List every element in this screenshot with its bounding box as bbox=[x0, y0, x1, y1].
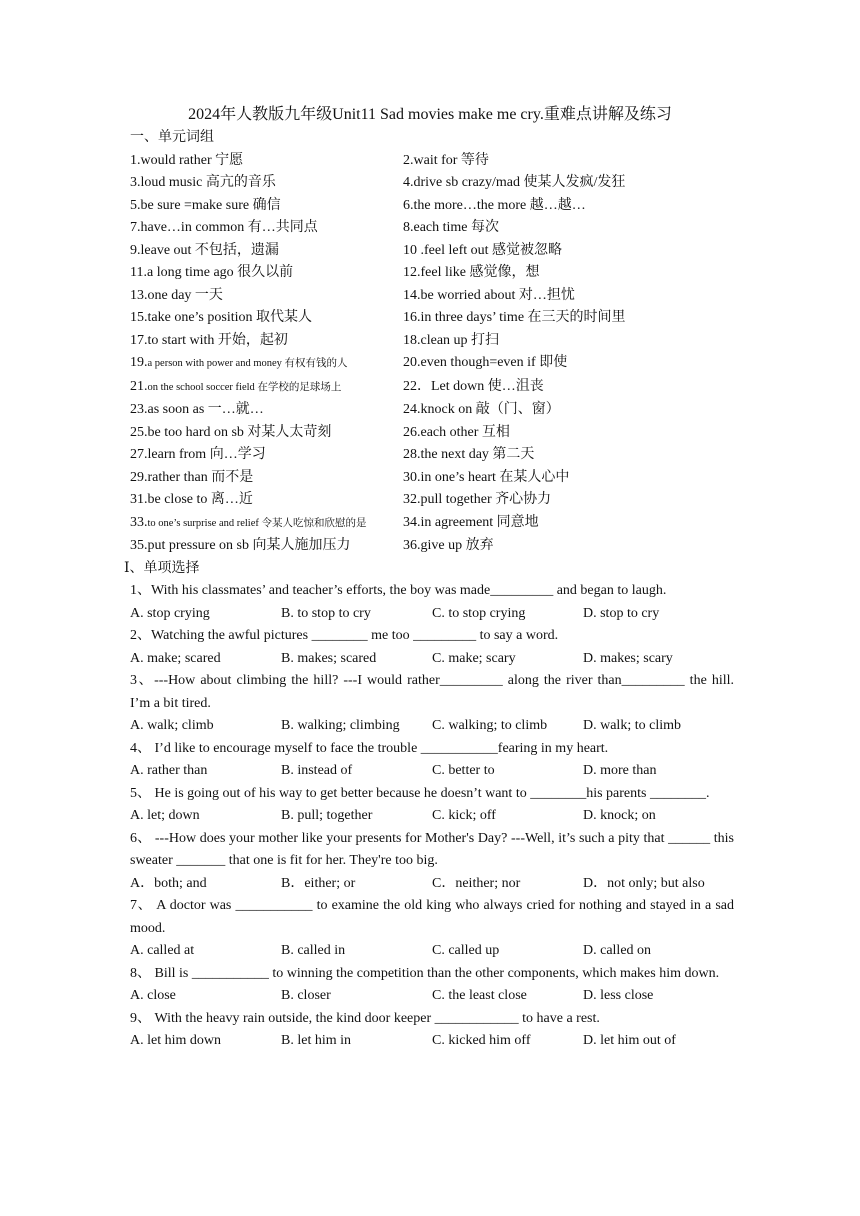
phrase-item: 2.wait for 等待 bbox=[403, 152, 489, 168]
phrase-item: 7.have…in common 有…共同点 bbox=[130, 220, 318, 235]
phrase-item: 35.put pressure on sb 向某人施加压力 bbox=[130, 538, 351, 553]
question-text: 9、 With the heavy rain outside, the kind door keeper ____________ to have a rest. bbox=[130, 1010, 600, 1026]
answer-option: A. rather than bbox=[130, 763, 208, 778]
question-item bbox=[130, 963, 734, 1008]
answer-options bbox=[130, 760, 734, 783]
question-text: 1、With his classmates’ and teacher’s efforts, the boy was made_________ and began to laugh. bbox=[130, 583, 667, 598]
question-list bbox=[130, 580, 734, 1053]
phrase-item: 33.to one’s surprise and relief 令某人吃惊和欣慰的是 bbox=[130, 514, 367, 530]
phrase-item: 11.a long time ago 很久以前 bbox=[130, 265, 294, 280]
answer-option: A. make; scared bbox=[130, 650, 221, 666]
question-item bbox=[130, 580, 734, 625]
answer-option: C．neither; nor bbox=[432, 875, 521, 891]
question-item bbox=[130, 828, 734, 896]
answer-option: A．both; and bbox=[130, 875, 207, 891]
question-text: 5、 He is going out of his way to get better because he doesn’t want to ________his parents ________. bbox=[130, 785, 710, 801]
document-body bbox=[124, 127, 734, 1053]
phrase-item: 32.pull together 齐心协力 bbox=[403, 492, 552, 507]
phrase-item: 8.each time 每次 bbox=[403, 220, 500, 235]
question-item bbox=[130, 670, 734, 738]
answer-option: C. kicked him off bbox=[432, 1033, 531, 1048]
question-text: 3、---How about climbing the hill? ---I would rather_________ along the river than_________ the hill. I’m a bit tired. bbox=[130, 673, 734, 711]
phrase-item: 23.as soon as 一…就… bbox=[130, 402, 264, 417]
phrase-item: 28.the next day 第二天 bbox=[403, 447, 535, 462]
phrase-item: 13.one day 一天 bbox=[130, 287, 223, 303]
phrase-list bbox=[130, 150, 734, 558]
mc-section-heading: Ⅰ、单项选择 bbox=[124, 560, 200, 576]
answer-option: C. called up bbox=[432, 943, 500, 958]
question-item bbox=[130, 625, 734, 670]
answer-option: C. better to bbox=[432, 763, 495, 778]
phrase-item: 24.knock on 敲（门、窗） bbox=[403, 402, 560, 417]
answer-option: D. makes; scary bbox=[583, 650, 673, 666]
phrase-item: 20.even though=even if 即使 bbox=[403, 355, 568, 370]
answer-option: A. walk; climb bbox=[130, 718, 214, 733]
phrase-item: 16.in three days’ time 在三天的时间里 bbox=[403, 310, 626, 325]
phrase-item: 10 .feel left out 感觉被忽略 bbox=[403, 242, 563, 258]
answer-options bbox=[130, 603, 734, 626]
phrase-item: 25.be too hard on sb 对某人太苛刻 bbox=[130, 424, 332, 440]
vocab-section-heading: 一、单元词组 bbox=[130, 130, 214, 145]
answer-option: B. closer bbox=[281, 988, 331, 1003]
question-text: 2、Watching the awful pictures ________ me too _________ to say a word. bbox=[130, 628, 559, 643]
phrase-item: 18.clean up 打扫 bbox=[403, 332, 500, 348]
answer-option: B. instead of bbox=[281, 763, 353, 778]
answer-option: B. walking; climbing bbox=[281, 718, 400, 733]
phrase-item: 4.drive sb crazy/mad 使某人发疯/发狂 bbox=[403, 175, 626, 190]
answer-option: C. kick; off bbox=[432, 808, 496, 823]
question-item bbox=[130, 738, 734, 783]
answer-options bbox=[130, 873, 734, 896]
answer-options bbox=[130, 715, 734, 738]
phrase-item: 26.each other 互相 bbox=[403, 424, 510, 440]
answer-option: B. makes; scared bbox=[281, 650, 377, 666]
question-text: 8、 Bill is ___________ to winning the competition than the other components, which makes him down. bbox=[130, 965, 720, 981]
phrase-item: 31.be close to 离…近 bbox=[130, 492, 253, 507]
answer-options bbox=[130, 805, 734, 828]
answer-options bbox=[130, 940, 734, 963]
answer-option: C. walking; to climb bbox=[432, 718, 548, 733]
answer-option: C. the least close bbox=[432, 988, 527, 1003]
answer-option: A. called at bbox=[130, 943, 195, 958]
answer-option: D．not only; but also bbox=[583, 875, 705, 891]
phrase-item: 6.the more…the more 越…越… bbox=[403, 197, 586, 213]
question-item bbox=[130, 895, 734, 963]
answer-options bbox=[130, 1030, 734, 1053]
answer-option: B. let him in bbox=[281, 1033, 351, 1048]
phrase-item: 17.to start with 开始，起初 bbox=[130, 332, 288, 348]
answer-option: B. pull; together bbox=[281, 808, 373, 823]
answer-option: C. to stop crying bbox=[432, 605, 526, 621]
answer-option: D. less close bbox=[583, 988, 654, 1003]
phrase-item: 12.feel like 感觉像，想 bbox=[403, 265, 540, 280]
phrase-item: 27.learn from 向…学习 bbox=[130, 447, 266, 462]
phrase-item: 36.give up 放弃 bbox=[403, 538, 494, 553]
document-title: 2024年人教版九年级Unit11 Sad movies make me cry.重难点讲解及练习 bbox=[188, 106, 672, 123]
answer-option: A. let; down bbox=[130, 808, 200, 823]
question-text: 6、 ---How does your mother like your presents for Mother's Day? ---Well, it’s such a pity that ______ this sweater _______ that one is fit for her. They're too big. bbox=[130, 830, 734, 868]
phrase-item: 15.take one’s position 取代某人 bbox=[130, 310, 312, 325]
answer-option: A. stop crying bbox=[130, 605, 210, 621]
answer-option: C. make; scary bbox=[432, 650, 516, 666]
phrase-item: 5.be sure =make sure 确信 bbox=[130, 197, 281, 213]
phrase-item: 9.leave out 不包括，遗漏 bbox=[130, 242, 279, 258]
phrase-item: 22．Let down 使…沮丧 bbox=[403, 378, 544, 394]
answer-option: B. called in bbox=[281, 943, 346, 958]
answer-option: D. knock; on bbox=[583, 808, 656, 823]
answer-option: B. to stop to cry bbox=[281, 605, 371, 621]
phrase-item: 21.on the school soccer field 在学校的足球场上 bbox=[130, 378, 342, 394]
phrase-item: 30.in one’s heart 在某人心中 bbox=[403, 469, 570, 485]
question-item bbox=[130, 1008, 734, 1053]
answer-option: D. more than bbox=[583, 763, 657, 778]
answer-option: D. called on bbox=[583, 943, 652, 958]
answer-option: A. close bbox=[130, 988, 176, 1003]
answer-option: A. let him down bbox=[130, 1033, 221, 1048]
phrase-item: 3.loud music 高亢的音乐 bbox=[130, 175, 276, 190]
answer-option: D. stop to cry bbox=[583, 605, 660, 621]
answer-option: D. let him out of bbox=[583, 1033, 676, 1048]
phrase-item: 1.would rather 宁愿 bbox=[130, 152, 244, 168]
phrase-item: 14.be worried about 对…担忧 bbox=[403, 287, 575, 303]
answer-option: B．either; or bbox=[281, 875, 356, 891]
answer-options bbox=[130, 648, 734, 671]
question-text: 7、 A doctor was ___________ to examine the old king who always cried for nothing and stayed in a sad mood. bbox=[130, 898, 734, 936]
answer-option: D. walk; to climb bbox=[583, 718, 681, 733]
phrase-item: 19.a person with power and money 有权有钱的人 bbox=[130, 355, 348, 370]
phrase-item: 29.rather than 而不是 bbox=[130, 469, 254, 485]
question-text: 4、 I’d like to encourage myself to face the trouble ___________fearing in my heart. bbox=[130, 740, 609, 756]
question-item bbox=[130, 783, 734, 828]
phrase-item: 34.in agreement 同意地 bbox=[403, 514, 539, 530]
answer-options bbox=[130, 985, 734, 1008]
